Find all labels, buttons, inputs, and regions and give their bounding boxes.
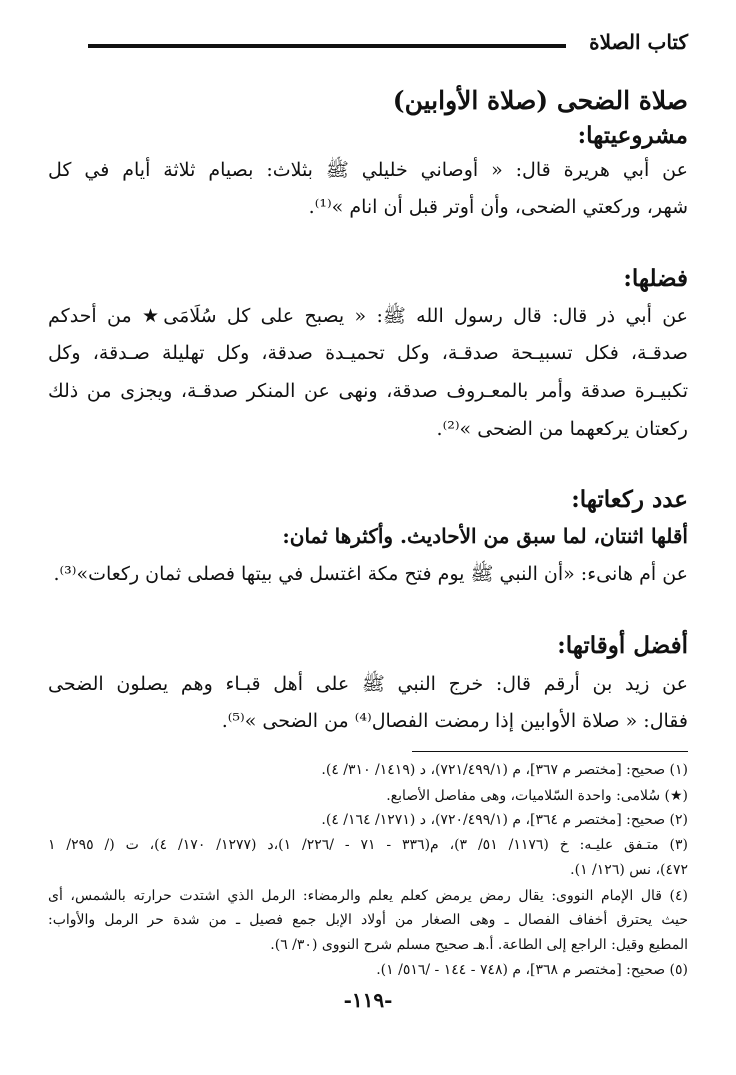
footnote: (٤) قال الإمام النووى: يقال رمض يرمض كعلم يعلم والرمضاء: الرمل الذي اشتدت حرارته بالشمس، أى [48,888,688,904]
footnote-continued: المطيع وقيل: الراجع إلى الطاعة. أ.هـ صحيح مسلم شرح النووى (٣٠/ ٦). [270,937,688,953]
footnote-rule [412,751,688,752]
heading-virtue: فضلها: [623,265,688,292]
section-title: صلاة الضحى (صلاة الأوابين) [392,86,688,115]
header-rule [88,44,566,48]
hadith-line: صدقـة، فكل تسبيـحة صدقـة، وكل تحميـدة صدقة، وكل تهليلة صـدقة، وكل [48,342,688,364]
footnote: (١) صحيح: [مختصر م ٣٦٧]، م (٧٢١/٤٩٩/١)، د (١٤١٩/ ٣١٠/ ٤). [321,762,688,778]
running-head: كتاب الصلاة [589,30,688,54]
hadith-line: ركعتان يركعهما من الضحى »⁽²⁾. [436,418,688,440]
heading-best-times: أفضل أوقاتها: [557,632,688,659]
hadith-line: شهر، وركعتي الضحى، وأن أوتر قبل أن انام »⁽¹⁾. [308,196,688,218]
hadith-line: عن أبي هريرة قال: « أوصاني خليلي ﷺ بثلاث: بصيام ثلاثة أيام في كل [48,159,688,181]
footnote-continued: ٤٧٢)، نس (١٢٦/ ١). [570,862,688,878]
subheading-rakat: أقلها اثنتان، لما سبق من الأحاديث. وأكثرها ثمان: [282,524,688,548]
hadith-line: فقال: « صلاة الأوابين إذا رمضت الفصال⁽⁴⁾ من الضحى »⁽⁵⁾. [221,710,688,732]
footnote: (٣) متـفق عليـه: خ (١١٧٦/ ٥١/ ٣)، م(٣٣٦ - ٧١ - /٢٢٦/ ١)،د (١٢٧٧/ ١٧٠/ ٤)، ت (/ ٢٩٥/ ١ [48,837,688,853]
page-number: -١١٩- [343,988,393,1012]
heading-legitimacy: مشروعيتها: [577,122,688,149]
footnote-continued: حيث يحترق أخفاف الفصال ـ وهى الصغار من أولاد الإبل جمع فصيل ـ من شدة حر الرمل والأواب: [48,912,688,928]
footnote: (٥) صحيح: [مختصر م ٣٦٨]، م (٧٤٨ - ١٤٤ - /٥١٦/ ١). [376,962,688,978]
footnote: (٢) صحيح: [مختصر م ٣٦٤]، م (٧٢٠/٤٩٩/١)، د (١٢٧١/ ١٦٤/ ٤). [321,812,688,828]
footnote: (★) سُلامى: واحدة السّلاميات، وهى مفاصل الأصابع. [386,788,688,804]
heading-rakat-count: عدد ركعاتها: [571,486,688,513]
hadith-line: عن أبي ذر قال: قال رسول الله ﷺ: « يصبح على كل سُلَامَى★ من أحدكم [48,305,688,327]
hadith-line: تكبيـرة صدقة وأمر بالمعـروف صدقة، ونهى عن المنكر صدقـة، ويجزى من ذلك [48,380,688,402]
hadith-line: عن زيد بن أرقم قال: خرج النبي ﷺ على أهل قبـاء وهم يصلون الضحى [48,673,688,695]
hadith-line: عن أم هانىء: «أن النبي ﷺ يوم فتح مكة اغتسل في بيتها فصلى ثمان ركعات»⁽³⁾. [53,563,688,585]
